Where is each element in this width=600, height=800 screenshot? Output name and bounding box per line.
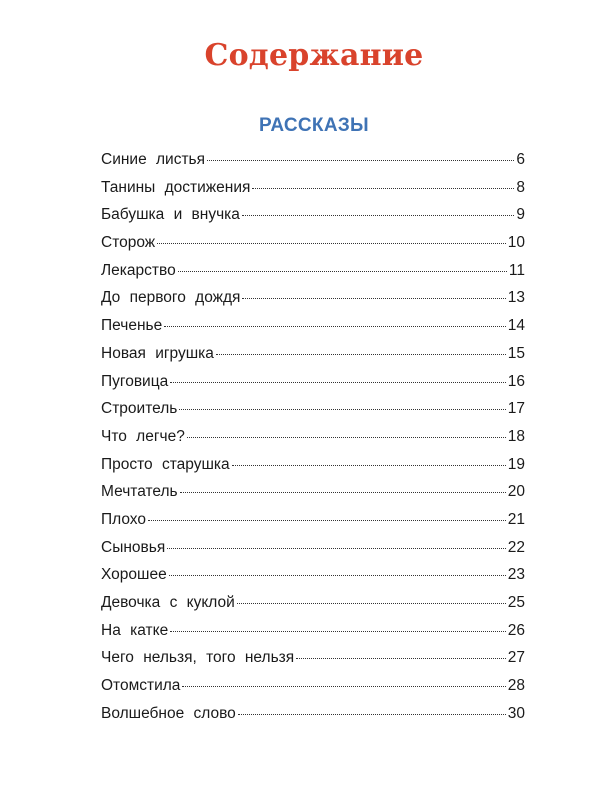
toc-entry: [101, 284, 525, 312]
toc-entry-page: 30: [507, 704, 525, 722]
toc-entry: [101, 229, 525, 257]
dot-leader: [157, 243, 506, 244]
toc-entry-page: 14: [507, 317, 525, 335]
toc-entry: [101, 257, 525, 285]
toc-entry-page: 13: [507, 289, 525, 307]
toc-entry-title: Пуговица: [101, 372, 169, 390]
page-title: Содержание: [204, 38, 424, 73]
dot-leader: [242, 298, 505, 299]
dot-leader: [148, 520, 506, 521]
dot-leader: [179, 409, 505, 410]
toc-entry-page: 21: [507, 510, 525, 528]
toc-entry-page: 28: [507, 677, 525, 695]
dot-leader: [164, 326, 506, 327]
toc-entry: [101, 368, 525, 396]
toc-entry-page: 18: [507, 427, 525, 445]
toc-entry: [101, 340, 525, 368]
section-heading: РАССКАЗЫ: [259, 115, 369, 136]
toc-entry: [101, 201, 525, 229]
dot-leader: [170, 382, 506, 383]
toc-entry: [101, 700, 525, 728]
toc-entry-title: Мечтатель: [101, 483, 178, 501]
toc-entry-title: Сторож: [101, 234, 156, 252]
dot-leader: [182, 686, 505, 687]
dot-leader: [296, 658, 506, 659]
toc-entry-page: 22: [507, 538, 525, 556]
toc-entry-page: 19: [507, 455, 525, 473]
toc-entry-page: 6: [516, 151, 525, 168]
toc-entry: [101, 146, 525, 174]
toc-entry-title: Танины достижения: [101, 178, 251, 196]
dot-leader: [207, 160, 514, 161]
toc-entry: [101, 534, 525, 562]
toc-entry-page: 23: [507, 566, 525, 584]
toc-entry: [101, 395, 525, 423]
toc-entry-title: Волшебное слово: [101, 704, 236, 722]
toc-entry-title: Просто старушка: [101, 455, 230, 473]
toc-entry-page: 11: [508, 261, 525, 279]
toc-entry: [101, 174, 525, 202]
toc-entry-title: Что легче?: [101, 427, 185, 445]
toc-entry-title: Синие листья: [101, 151, 206, 168]
toc-entry-title: До первого дождя: [101, 289, 241, 307]
toc-entry: [101, 451, 525, 479]
toc-entry: [101, 644, 525, 672]
toc-entry: [101, 423, 525, 451]
dot-leader: [232, 465, 506, 466]
toc-entry-page: 27: [507, 649, 525, 667]
toc-entry-title: Плохо: [101, 510, 147, 528]
toc-entry: [101, 478, 525, 506]
toc-entry-title: Новая игрушка: [101, 344, 214, 362]
dot-leader: [169, 575, 506, 576]
toc-entry-page: 15: [507, 344, 525, 362]
toc-entry: [101, 589, 525, 617]
toc-entry: [101, 312, 525, 340]
toc-entry-title: Хорошее: [101, 566, 167, 584]
dot-leader: [242, 215, 514, 216]
dot-leader: [252, 188, 514, 189]
toc-entry-title: На катке: [101, 621, 169, 639]
toc-entry-page: 9: [516, 206, 525, 224]
toc-entry-title: Лекарство: [101, 261, 176, 279]
table-of-contents: [101, 146, 525, 727]
dot-leader: [237, 603, 506, 604]
toc-entry-page: 26: [507, 621, 525, 639]
toc-entry: [101, 672, 525, 700]
dot-leader: [170, 631, 506, 632]
dot-leader: [180, 492, 506, 493]
toc-entry-page: 8: [516, 178, 525, 196]
toc-entry-page: 16: [507, 372, 525, 390]
toc-entry-title: Бабушка и внучка: [101, 206, 240, 224]
toc-entry-title: Печенье: [101, 317, 163, 335]
toc-entry-title: Чего нельзя, того нельзя: [101, 649, 295, 667]
toc-entry-page: 17: [507, 400, 525, 418]
toc-entry: [101, 506, 525, 534]
dot-leader: [238, 714, 506, 715]
dot-leader: [167, 548, 506, 549]
dot-leader: [187, 437, 506, 438]
dot-leader: [216, 354, 506, 355]
toc-entry: [101, 617, 525, 645]
toc-entry-title: Сыновья: [101, 538, 166, 556]
toc-entry-title: Строитель: [101, 400, 178, 418]
dot-leader: [178, 271, 507, 272]
toc-entry-title: Отомстила: [101, 677, 181, 695]
toc-entry-title: Девочка с куклой: [101, 594, 235, 611]
toc-entry-page: 25: [507, 594, 525, 611]
toc-entry: [101, 561, 525, 589]
toc-entry-page: 10: [507, 234, 525, 252]
toc-entry-page: 20: [507, 483, 525, 501]
